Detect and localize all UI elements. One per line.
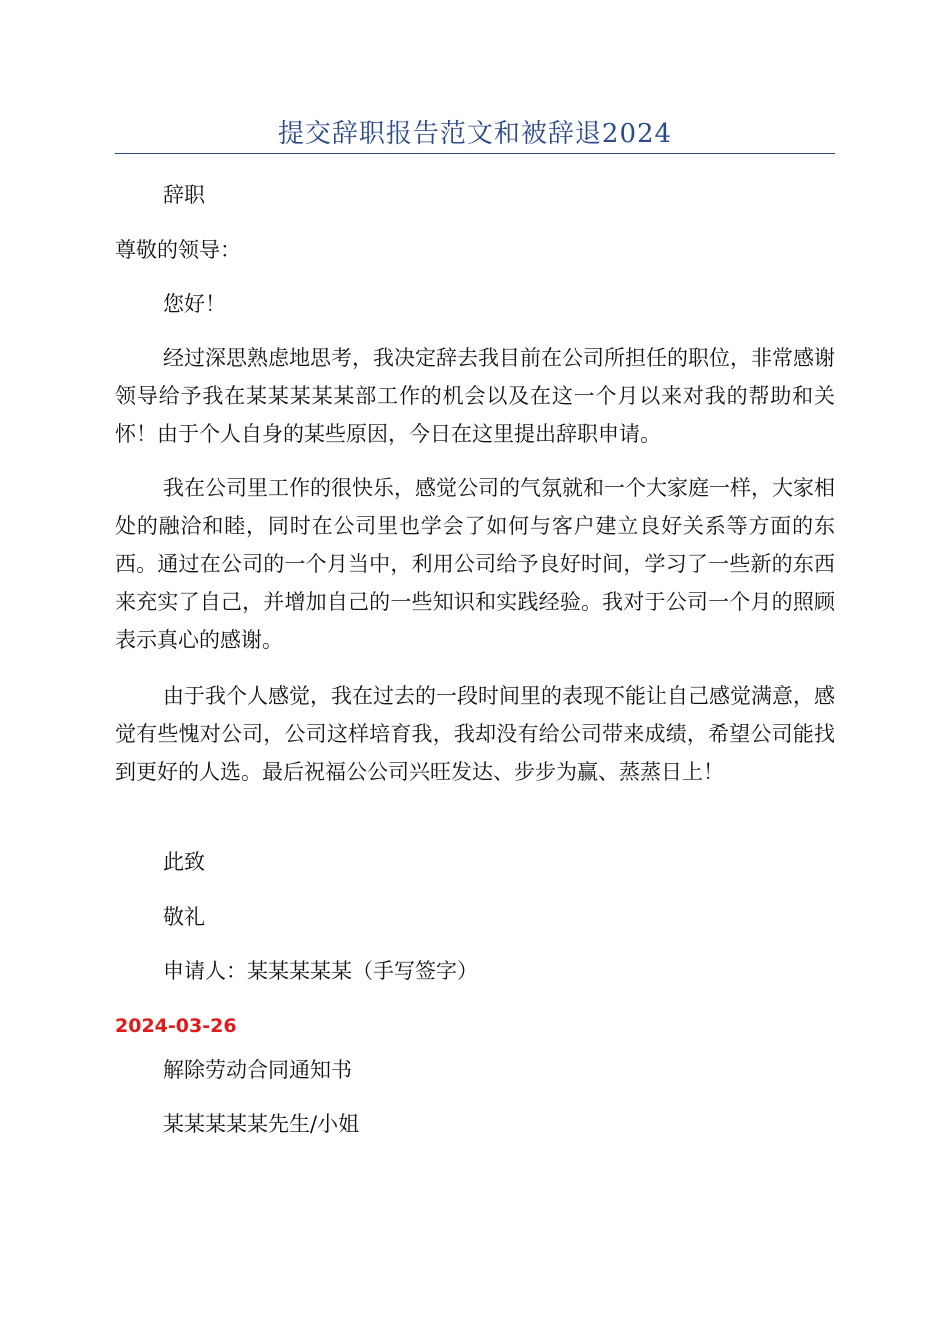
title-underline [115, 153, 835, 154]
salutation: 尊敬的领导： [115, 238, 241, 262]
heading-resignation: 辞职 [163, 183, 205, 207]
body-paragraph-3: 由于我个人感觉，我在过去的一段时间里的表现不能让自己感觉满意，感觉有些愧对公司，公司这样培育我，我却没有给公司带来成绩，希望公司能找到更好的人选。最后祝福公公司兴旺发达、步步为赢、蒸蒸日上！ [115, 684, 835, 784]
notice-title: 解除劳动合同通知书 [163, 1058, 352, 1082]
body-paragraph-1: 经过深思熟虑地思考，我决定辞去我目前在公司所担任的职位，非常感谢领导给予我在某某某某某部工作的机会以及在这一个月以来对我的帮助和关怀！由于个人自身的某些原因，今日在这里提出辞职申请。 [115, 346, 835, 446]
document-title: 提交辞职报告范文和被辞退2024 [277, 119, 673, 149]
document-date: 2024-03-26 [115, 1015, 237, 1037]
greeting: 您好！ [163, 292, 226, 316]
applicant-signature: 申请人：某某某某某（手写签字） [163, 959, 478, 983]
body-paragraph-2: 我在公司里工作的很快乐，感觉公司的气氛就和一个大家庭一样，大家相处的融洽和睦，同时在公司里也学会了如何与客户建立良好关系等方面的东西。通过在公司的一个月当中，利用公司给予良好时间，学习了一些新的东西来充实了自己，并增加自己的一些知识和实践经验。我对于公司一个月的照顾表示真心的感谢。 [115, 476, 835, 652]
notice-recipient: 某某某某某先生/小姐 [163, 1112, 360, 1136]
closing-line-2: 敬礼 [163, 905, 205, 929]
closing-line-1: 此致 [163, 850, 205, 874]
